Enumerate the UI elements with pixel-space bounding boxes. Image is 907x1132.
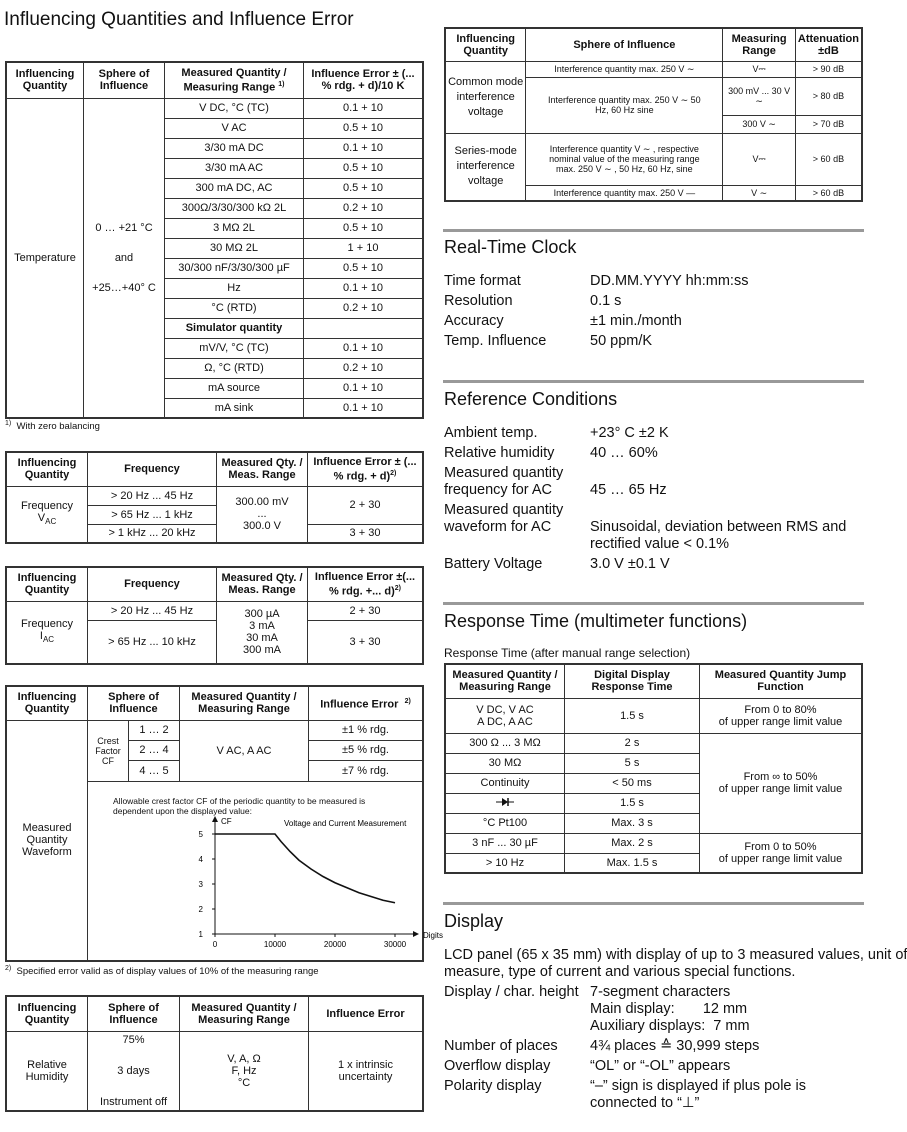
crest-chart-cell — [88, 781, 444, 961]
range-cell: 30/300 nF/3/30/300 µF — [165, 258, 304, 278]
error-cell: 0.1 + 10 — [304, 338, 424, 358]
col-header: Sphere of Influence — [88, 996, 180, 1031]
series-line — [215, 834, 395, 903]
rtc-value: DD.MM.YYYY hh:mm:ss — [590, 273, 749, 289]
ref-key: frequency for AC — [444, 482, 552, 498]
range-cell: 3 MΩ 2L — [165, 218, 304, 238]
error-cell: 0.2 + 10 — [304, 298, 424, 318]
freq-cell: > 20 Hz ... 45 Hz — [88, 486, 217, 505]
frequency-voltage-table — [5, 451, 424, 544]
ref-value: +23° C ±2 K — [590, 425, 669, 441]
range-cell: V AC, A AC — [180, 720, 309, 781]
range-cell: Simulator quantity — [165, 318, 304, 338]
col-header: Measured Quantity / Measuring Range — [180, 996, 309, 1031]
response-quantity: V DC, V AC A DC, A AC — [445, 698, 565, 733]
rtc-heading: Real-Time Clock — [444, 237, 577, 257]
error-cell: 0.1 + 10 — [304, 278, 424, 298]
response-quantity: Continuity — [445, 773, 565, 793]
col-header: Influence Error $^{2)}$ — [309, 686, 424, 720]
response-time: Max. 2 s — [565, 833, 700, 853]
col-header: Measured Qty. / Meas. Range — [217, 452, 308, 486]
quantity-cell: Frequency $I_{AC}$ — [6, 601, 88, 664]
col-header: Influencing Quantity — [6, 452, 88, 486]
col-header: Digital Display Response Time — [565, 664, 700, 698]
crest-factor-table — [5, 685, 444, 962]
range-cell: 3/30 mA DC — [165, 138, 304, 158]
error-cell: 0.2 + 10 — [304, 358, 424, 378]
col-header: Measuring Range — [723, 28, 796, 61]
x-axis-label: Digits — [423, 930, 444, 940]
ref-key: Relative humidity — [444, 445, 555, 461]
y-tick-label: 2 — [198, 904, 203, 914]
col-header: Influencing Quantity — [6, 686, 88, 720]
error-cell: ±1 % rdg. — [309, 720, 424, 740]
response-heading: Response Time (multimeter functions) — [444, 611, 748, 631]
footnote-2: $^{2)}$ Specified error valid as of display values of 10% of the measuring range — [5, 965, 319, 978]
rtc-key: Temp. Influence — [444, 333, 547, 349]
rtc-key: Time format — [444, 273, 521, 289]
jump-function: From ∞ to 50% of upper range limit value — [700, 733, 863, 833]
ref-value: rectified value < 0.1% — [590, 536, 730, 552]
error-cell: 0.1 + 10 — [304, 398, 424, 418]
col-header: Influence Error — [309, 996, 424, 1031]
display-key: Overflow display — [444, 1058, 551, 1074]
sphere-cell: 75% 3 days Instrument off — [88, 1031, 180, 1111]
crest-cf: 1 … 2 — [129, 721, 179, 741]
range-cell: Hz — [165, 278, 304, 298]
rtc-key: Accuracy — [444, 313, 504, 329]
range-cell: 300 mA DC, AC — [165, 178, 304, 198]
rtc-value: ±1 min./month — [590, 313, 682, 329]
error-cell: 0.5 + 10 — [304, 258, 424, 278]
att-cell: > 90 dB — [795, 61, 862, 77]
quantity-cell: Series-mode interference voltage — [445, 133, 526, 201]
freq-cell: > 1 kHz ... 20 kHz — [88, 524, 217, 543]
range-cell: V⎓ — [723, 133, 796, 185]
response-quantity: °C Pt100 — [445, 813, 565, 833]
y-axis-arrow — [212, 816, 218, 822]
section-divider — [443, 380, 864, 383]
sphere-line: +25…+40° C — [92, 281, 156, 294]
range-cell: mA sink — [165, 398, 304, 418]
error-cell: ±5 % rdg. — [309, 740, 424, 760]
ref-key: Battery Voltage — [444, 556, 543, 572]
col-header: Influence Error ± (... % rdg. + d)/10 K — [304, 62, 424, 98]
error-cell: 2 + 30 — [308, 486, 424, 524]
ref-key: waveform for AC — [444, 519, 552, 535]
error-cell: 0.1 + 10 — [304, 98, 424, 118]
crest-factor-chart — [98, 814, 444, 959]
ref-value: 3.0 V ±0.1 V — [590, 556, 670, 572]
quantity-cell: Frequency $V_{AC}$ — [6, 486, 88, 543]
range-cell: mA source — [165, 378, 304, 398]
rtc-value: 50 ppm/K — [590, 333, 653, 349]
freq-cell: > 65 Hz ... 1 kHz — [88, 505, 217, 524]
quantity-cell: Relative Humidity — [6, 1031, 88, 1111]
quantity-cell: Common mode interference voltage — [445, 61, 526, 133]
range-cell: V, A, Ω F, Hz °C — [180, 1031, 309, 1111]
range-cell: mV/V, °C (TC) — [165, 338, 304, 358]
x-tick-label: 10000 — [263, 939, 287, 949]
ref-key: Measured quantity — [444, 465, 564, 481]
error-cell: 0.5 + 10 — [304, 218, 424, 238]
chart-caption: Allowable crest factor CF of the periodic quantity to be measured is dependent upon the displayed value: — [113, 795, 366, 816]
response-quantity: 30 MΩ — [445, 753, 565, 773]
rtc-value: 0.1 s — [590, 293, 622, 309]
col-header: Sphere of Influence — [88, 686, 180, 720]
range-cell: V ∼ — [723, 185, 796, 201]
col-header: Measured Quantity Jump Function — [700, 664, 863, 698]
range-cell: Ω, °C (RTD) — [165, 358, 304, 378]
x-tick-label: 30000 — [383, 939, 407, 949]
display-value: “–” sign is displayed if plus pole is — [590, 1078, 806, 1094]
page-title: Influencing Quantities and Influence Error — [4, 9, 354, 30]
response-subtitle: Response Time (after manual range selection) — [444, 646, 691, 660]
frequency-current-table — [5, 566, 424, 665]
display-key: Display / char. height — [444, 984, 579, 1000]
interference-table — [444, 27, 863, 202]
col-header: Sphere of Influence — [526, 28, 723, 61]
range-cell: °C (RTD) — [165, 298, 304, 318]
att-cell: > 60 dB — [795, 185, 862, 201]
sphere-cell — [84, 98, 165, 418]
jump-function: From 0 to 50% of upper range limit value — [700, 833, 863, 873]
col-header: Influencing Quantity — [445, 28, 526, 61]
crest-cf: 2 … 4 — [129, 741, 179, 761]
section-divider — [443, 902, 864, 905]
range-cell: V AC — [165, 118, 304, 138]
response-time: 1.5 s — [565, 698, 700, 733]
section-divider — [443, 229, 864, 232]
att-cell: > 60 dB — [795, 133, 862, 185]
ref-heading: Reference Conditions — [444, 389, 618, 409]
display-value: Main display: 12 mm — [590, 1001, 748, 1017]
crest-cf: 4 … 5 — [139, 764, 169, 777]
sphere-line: and — [114, 251, 134, 264]
display-value: 4¾ places ≙ 30,999 steps — [590, 1038, 760, 1054]
ref-key: Measured quantity — [444, 502, 564, 518]
section-divider — [443, 602, 864, 605]
crest-label: Crest Factor CF — [88, 721, 129, 781]
col-header: Measured Quantity / Measuring Range $^{1)}$ — [165, 62, 304, 98]
quantity-cell: Temperature — [6, 98, 84, 418]
response-quantity: 300 Ω ... 3 MΩ — [445, 733, 565, 753]
x-tick-label: 0 — [212, 939, 218, 949]
response-table — [444, 663, 863, 874]
range-cell: 3/30 mA AC — [165, 158, 304, 178]
range-cell: V DC, °C (TC) — [165, 98, 304, 118]
col-header: Sphere of Influence — [84, 62, 165, 98]
sphere-line: 0 … +21 °C — [95, 221, 153, 234]
response-time: < 50 ms — [565, 773, 700, 793]
ref-value: 45 … 65 Hz — [590, 482, 667, 498]
error-cell: 0.5 + 10 — [304, 178, 424, 198]
col-header: Measured Qty. / Meas. Range — [217, 567, 308, 601]
error-cell: 3 + 30 — [308, 620, 424, 664]
error-cell: 0.2 + 10 — [304, 198, 424, 218]
humidity-table — [5, 995, 424, 1112]
display-list — [444, 947, 907, 1117]
y-tick-label: 3 — [198, 879, 203, 889]
response-quantity: 3 nF ... 30 µF — [445, 833, 565, 853]
y-tick-label: 1 — [198, 929, 203, 939]
col-header: Influence Error ± (... % rdg. + d)$^{2)}$ — [308, 452, 424, 486]
y-axis-label: CF — [221, 816, 232, 826]
y-tick-label: 5 — [198, 829, 203, 839]
sphere-cell: Interference quantity V ∼ , respective nominal value of the measuring range max. 250 V ∼ , 50 Hz, 60 Hz, sine — [526, 133, 723, 185]
error-cell: ±7 % rdg. — [309, 761, 424, 781]
response-quantity: > 10 Hz — [445, 853, 565, 873]
sphere-cell: Interference quantity max. 250 V ∼ — [526, 61, 723, 77]
col-header: Measured Quantity / Measuring Range — [445, 664, 565, 698]
display-value: “OL” or “-OL” appears — [590, 1058, 731, 1074]
display-intro: measure, type of current and various special functions. — [444, 964, 796, 980]
chart-title: Voltage and Current Measurement — [284, 818, 407, 828]
jump-function: From 0 to 80% of upper range limit value — [700, 698, 863, 733]
col-header: Influence Error ±(... % rdg. +... d)$^{2)}$ — [308, 567, 424, 601]
range-cell: V⎓ — [723, 61, 796, 77]
display-key: Polarity display — [444, 1078, 542, 1094]
display-value: 7-segment characters — [590, 984, 731, 1000]
freq-cell: > 20 Hz ... 45 Hz — [88, 601, 217, 620]
freq-cell: > 65 Hz ... 10 kHz — [88, 620, 217, 664]
col-header: Influencing Quantity — [6, 567, 88, 601]
error-cell: 0.1 + 10 — [304, 378, 424, 398]
range-cell: 30 MΩ 2L — [165, 238, 304, 258]
col-header: Frequency — [88, 567, 217, 601]
temperature-influence-table — [5, 61, 424, 419]
error-cell — [304, 318, 424, 338]
att-cell: > 70 dB — [795, 115, 862, 133]
col-header: Frequency — [88, 452, 217, 486]
display-value: connected to “⊥” — [590, 1095, 700, 1111]
diode-icon — [445, 793, 565, 813]
range-cell: 300.00 mV ... 300.0 V — [217, 486, 308, 543]
error-cell: 0.5 + 10 — [304, 158, 424, 178]
rtc-key: Resolution — [444, 293, 513, 309]
range-cell: 300 V ∼ — [723, 115, 796, 133]
col-header: Influencing Quantity — [6, 62, 84, 98]
col-header: Measured Quantity / Measuring Range — [180, 686, 309, 720]
range-cell: 300Ω/3/30/300 kΩ 2L — [165, 198, 304, 218]
display-heading: Display — [444, 911, 504, 931]
ref-list — [444, 425, 864, 575]
display-key: Number of places — [444, 1038, 558, 1054]
response-time: 2 s — [565, 733, 700, 753]
col-header: Attenuation ±dB — [795, 28, 862, 61]
response-time: 5 s — [565, 753, 700, 773]
y-tick-label: 4 — [198, 854, 203, 864]
error-cell: 3 + 30 — [308, 524, 424, 543]
x-tick-label: 20000 — [323, 939, 347, 949]
range-cell: 300 mV ... 30 V ∼ — [723, 77, 796, 115]
error-cell: 1 + 10 — [304, 238, 424, 258]
error-cell: 2 + 30 — [308, 601, 424, 620]
ref-value: 40 … 60% — [590, 445, 658, 461]
footnote-1: $^{1)}$ With zero balancing — [5, 420, 100, 433]
error-cell: 0.1 + 10 — [304, 138, 424, 158]
display-intro: LCD panel (65 x 35 mm) with display of up to 3 measured values, unit of — [444, 947, 907, 963]
response-time: Max. 1.5 s — [565, 853, 700, 873]
display-value: Auxiliary displays: 7 mm — [590, 1018, 750, 1034]
sphere-cell: Interference quantity max. 250 V ∼ 50 Hz, 60 Hz sine — [526, 77, 723, 133]
x-axis-arrow — [413, 931, 419, 937]
quantity-cell: Measured Quantity Waveform — [6, 720, 88, 961]
sphere-cell: Interference quantity max. 250 V — — [526, 185, 723, 201]
col-header: Influencing Quantity — [6, 996, 88, 1031]
range-cell: 300 µA 3 mA 30 mA 300 mA — [217, 601, 308, 664]
ref-key: Ambient temp. — [444, 425, 538, 441]
error-cell: 0.5 + 10 — [304, 118, 424, 138]
att-cell: > 80 dB — [795, 77, 862, 115]
response-time: 1.5 s — [565, 793, 700, 813]
response-time: Max. 3 s — [565, 813, 700, 833]
rtc-list — [444, 273, 864, 353]
ref-value: Sinusoidal, deviation between RMS and — [590, 519, 847, 535]
error-cell: 1 x intrinsic uncertainty — [309, 1031, 424, 1111]
